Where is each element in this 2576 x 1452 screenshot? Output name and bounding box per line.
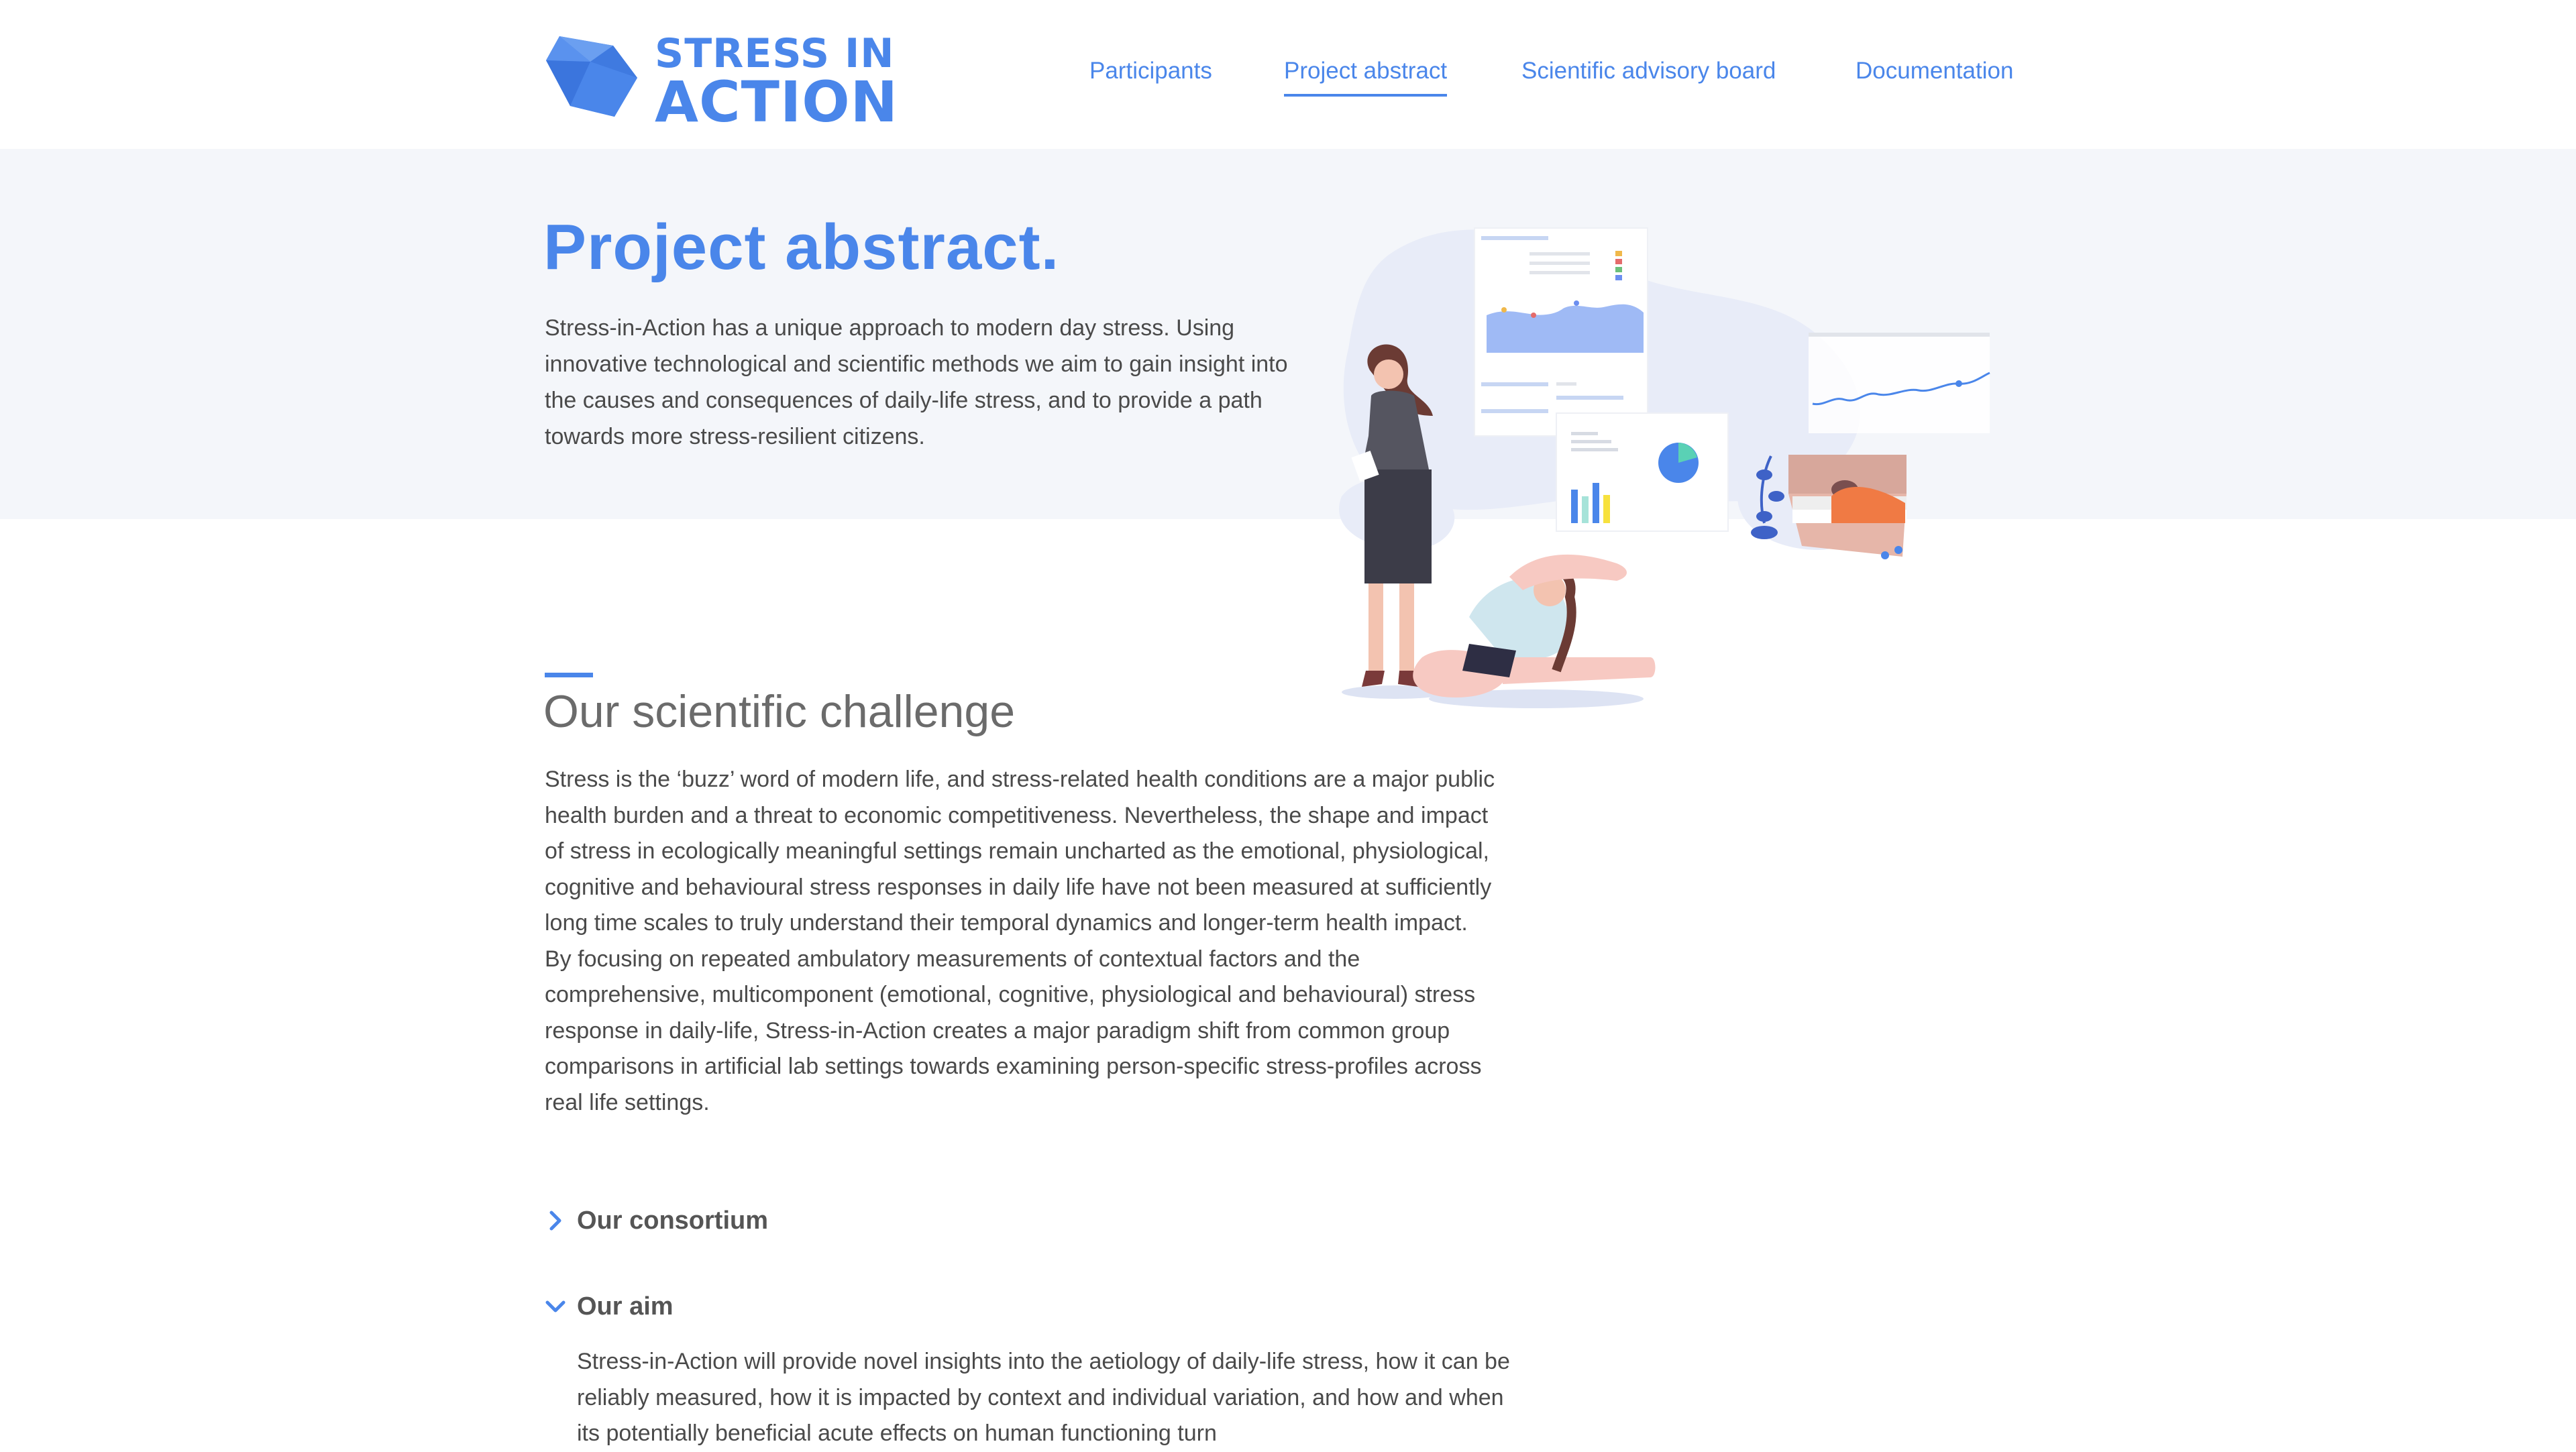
accordion-aim — [545, 1286, 1524, 1446]
chevron-down-icon — [545, 1296, 566, 1317]
section-accent-bar — [545, 673, 593, 677]
hero-intro-text: Stress-in-Action has a unique approach to modern day stress. Using innovative technological and scientific methods we aim to gain insight into the causes and consequences of daily-life stress, and to provide a path towards more stress-resilient citizens. — [545, 315, 1288, 449]
accordion-toggle-consortium[interactable] — [545, 1200, 1524, 1241]
hero-illustration — [1335, 215, 2019, 724]
nav-scientific-advisory-board[interactable]: Scientific advisory board — [1521, 58, 1776, 84]
nav-documentation[interactable]: Documentation — [1856, 58, 2014, 84]
section-text-challenge: Stress is the ‘buzz’ word of modern life, and stress-related health conditions are a major public health burden and a threat to economic competitiveness. Nevertheless, the shape and impact of stress in ecologically meaningful settings remain uncharted as the emotional, physiological, cognitive and behavioural stress responses in daily life have not been measured at sufficiently long time scales to truly understand their temporal dynamics and longer-term health impact. By focusing on repeated ambulatory measurements of contextual factors and the comprehensive, multicomponent (emotional, cognitive, physiological and behavioural) stress response in daily-life, Stress-in-Action creates a major paradigm shift from common group comparisons in artificial lab settings towards examining person-specific stress-profiles across real life settings. — [545, 767, 1495, 1115]
logo-line-2: ACTION — [655, 69, 898, 135]
nav-participants[interactable]: Participants — [1089, 58, 1212, 84]
logo-wordmark — [655, 30, 898, 135]
section-title-challenge: Our scientific challenge — [543, 686, 1016, 737]
chevron-right-icon — [545, 1210, 566, 1231]
accordion-label-consortium: Our consortium — [577, 1206, 769, 1235]
site-logo[interactable] — [543, 30, 898, 135]
logo-gem-icon — [543, 34, 641, 119]
site-header — [0, 0, 2576, 149]
accordion-toggle-aim[interactable] — [545, 1286, 1524, 1327]
accordion-consortium — [545, 1200, 1524, 1241]
accordion-body-aim: Stress-in-Action will provide novel insights into the aetiology of daily-life stress, how it can be reliably measured, how it is impacted by context and individual variation, and how and when its potentially beneficial acute effects on human functioning turn — [577, 1349, 1510, 1446]
logo-line-1: STRESS IN — [655, 30, 895, 77]
nav-project-abstract[interactable]: Project abstract — [1284, 58, 1447, 97]
page-title: Project abstract. — [543, 211, 1060, 283]
accordion-label-aim: Our aim — [577, 1292, 674, 1321]
